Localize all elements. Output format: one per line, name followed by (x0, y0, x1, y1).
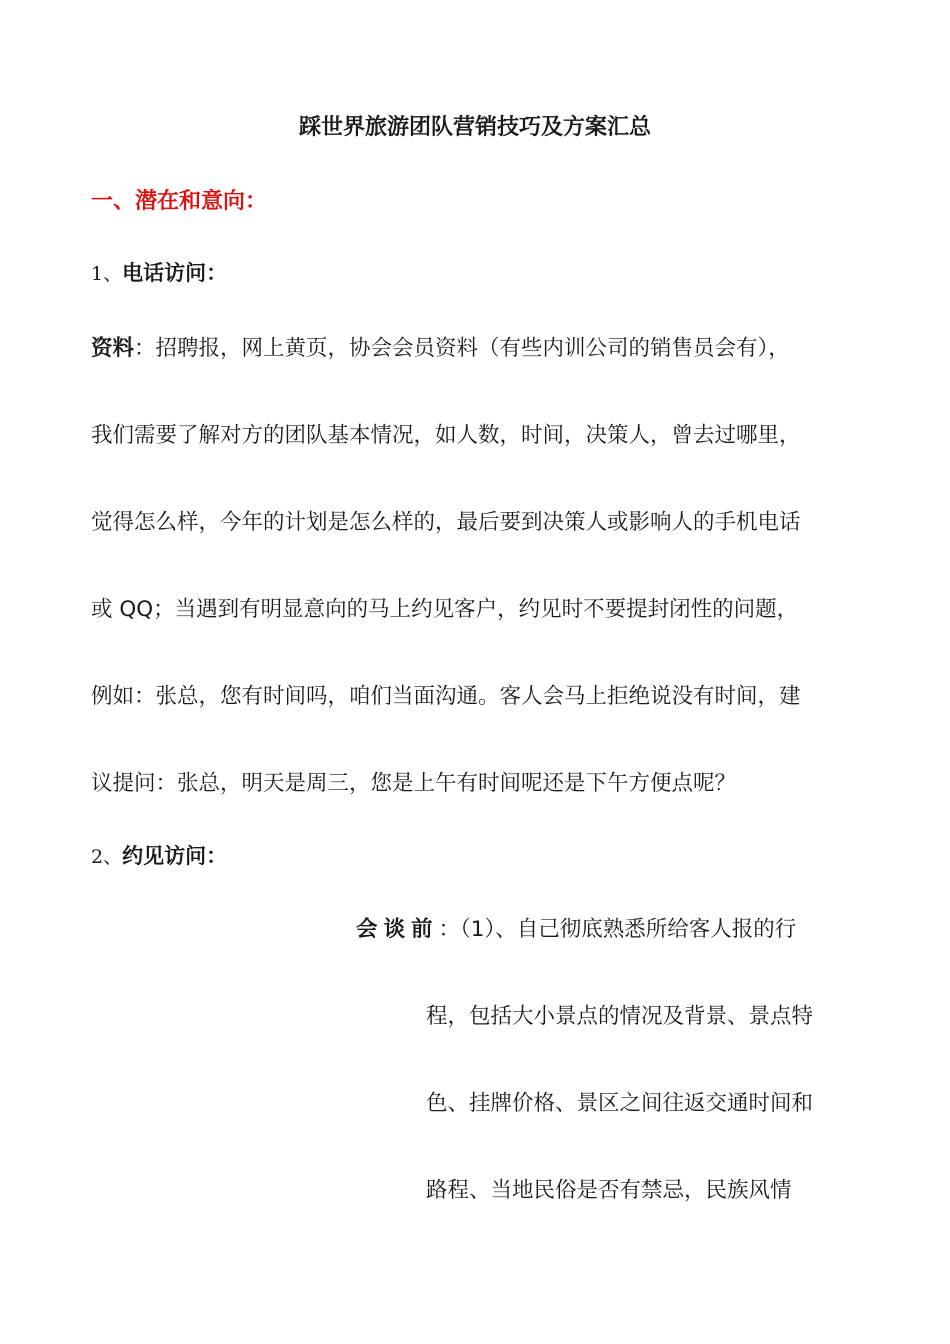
meeting-line (356, 912, 796, 943)
subheading-appointment-visit (91, 840, 227, 870)
paragraph-text: ：招聘报，网上黄页，协会会员资料（有些内训公司的销售员会有）， (134, 336, 790, 361)
paragraph-line: 例如：张总，您有时间吗，咱们当面沟通。客人会马上拒绝说没有时间，建 (91, 684, 801, 709)
meeting-label: 会谈前 (356, 917, 439, 942)
subheading-text: 电话访问： (122, 261, 228, 285)
meeting-continuation-line: 路程、当地民俗是否有禁忌，民族风情 (426, 1178, 792, 1203)
paragraph-label: 资料 (91, 336, 135, 361)
paragraph-line: 觉得怎么样，今年的计划是怎么样的，最后要到决策人或影响人的手机电话 (91, 510, 801, 535)
subheading-text: 约见访问： (122, 844, 228, 868)
meeting-text: ：（1）、自己彻底熟悉所给客人报的行 (438, 917, 797, 942)
document-title: 踩世界旅游团队营销技巧及方案汇总 (298, 115, 651, 140)
paragraph-line: 或 QQ；当遇到有明显意向的马上约见客户，约见时不要提封闭性的问题， (91, 597, 799, 622)
paragraph-line: 我们需要了解对方的团队基本情况，如人数，时间，决策人，曾去过哪里， (91, 423, 801, 448)
subheading-phone-visit (91, 257, 227, 287)
section-heading-potential-intent: 一、潜在和意向： (91, 189, 268, 214)
meeting-continuation-line: 色、挂牌价格、景区之间往返交通时间和 (426, 1091, 814, 1116)
subheading-number: 1、 (91, 263, 123, 285)
subheading-number: 2、 (91, 846, 123, 868)
paragraph-line: 议提问：张总，明天是周三，您是上午有时间呢还是下午方便点呢？ (91, 771, 737, 796)
paragraph-line (91, 331, 861, 362)
meeting-continuation-line: 程，包括大小景点的情况及背景、景点特 (426, 1004, 814, 1029)
